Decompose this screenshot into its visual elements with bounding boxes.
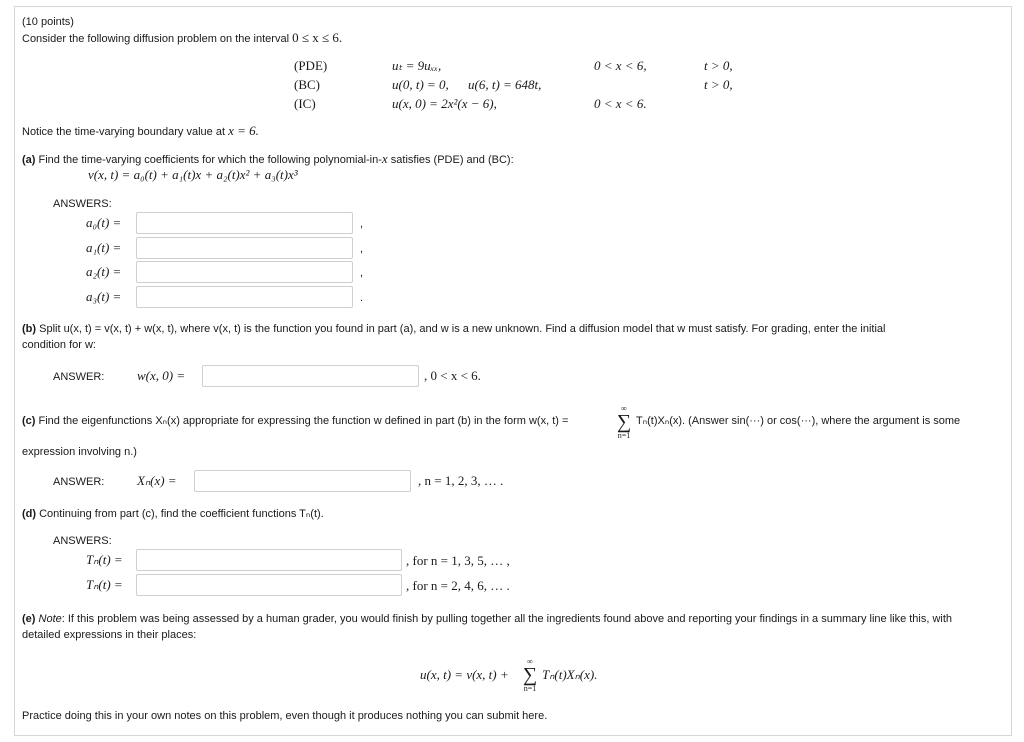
a2-input[interactable] — [136, 261, 353, 283]
part-b-answer-label: ANSWER: — [53, 371, 105, 383]
a3-input[interactable] — [136, 286, 353, 308]
part-a-answers-label: ANSWERS: — [53, 198, 112, 210]
a0-punct: , — [360, 218, 364, 230]
notice-line — [22, 124, 259, 139]
a1-input[interactable] — [136, 237, 353, 259]
ic-equation: u(x, 0) = 2x²(x − 6), — [392, 96, 497, 111]
w-initial-label: w(x, 0) = — [137, 368, 186, 383]
part-a-var: x — [381, 151, 388, 166]
part-c-summation — [616, 404, 632, 440]
part-a-text-2: satisfies (PDE) and (BC): — [390, 154, 514, 166]
tn-even-label: Tₙ(t) = — [86, 577, 123, 592]
part-e-sum-lower: n=1 — [523, 684, 537, 693]
part-c-label: (c) — [22, 415, 36, 427]
part-b-line-1 — [22, 322, 885, 336]
part-c-answer-label: ANSWER: — [53, 476, 105, 488]
part-a-prompt — [22, 152, 514, 167]
part-c-sum-upper: ∞ — [621, 404, 627, 413]
pde-time-domain: t > 0, — [704, 58, 733, 73]
part-b-text: Split u(x, t) = v(x, t) + w(x, t), where v(x, t) is the function you found in part (a), and w is a new unknown. Find a diffusion model that w must satisfy. For grading, enter the initial — [39, 323, 886, 335]
part-d-text: Continuing from part (c), find the coefficient functions Tₙ(t). — [39, 508, 324, 520]
eigenfunction-index-range: , n = 1, 2, 3, … . — [418, 473, 504, 488]
part-b-label: (b) — [22, 323, 37, 335]
eigenfunction-label: Xₙ(x) = — [137, 473, 177, 488]
tn-odd-range: , for n = 1, 3, 5, … , — [406, 553, 510, 568]
summary-eq-right: Tₙ(t)Xₙ(x). — [542, 667, 598, 682]
bc-tag: (BC) — [294, 77, 320, 92]
part-c-line-1a — [22, 414, 568, 428]
a2-punct: , — [360, 267, 364, 279]
part-b-line-2: condition for w: — [22, 339, 96, 351]
part-d-prompt — [22, 507, 324, 521]
ic-domain: 0 < x < 6. — [594, 96, 647, 111]
part-c-text: Find the eigenfunctions Xₙ(x) appropriate for expressing the function w defined in part (b) in the form w(x, t) = — [38, 415, 569, 427]
ic-tag: (IC) — [294, 96, 316, 111]
notice-value: x = 6. — [228, 123, 259, 138]
a0-input[interactable] — [136, 212, 353, 234]
part-e-sum-symbol: ∑ — [522, 664, 538, 686]
pde-domain: 0 < x < 6, — [594, 58, 647, 73]
eigenfunction-input[interactable] — [194, 470, 411, 492]
part-e-line-2: detailed expressions in their places: — [22, 629, 197, 641]
a3-label: a₃(t) = — [86, 289, 122, 304]
a2-label: a₂(t) = — [86, 264, 122, 279]
part-e-sum-upper: ∞ — [527, 657, 533, 666]
part-c-line-2: expression involving n.) — [22, 446, 137, 458]
pde-tag: (PDE) — [294, 58, 328, 73]
part-a-text: Find the time-varying coefficients for which the following polynomial-in- — [38, 154, 382, 166]
tn-even-range: , for n = 2, 4, 6, … . — [406, 578, 510, 593]
w-initial-input[interactable] — [202, 365, 419, 387]
part-e-label: (e) — [22, 613, 36, 625]
a1-punct: , — [360, 243, 364, 255]
intro-text: Consider the following diffusion problem on the interval — [22, 33, 290, 45]
a1-label: a₁(t) = — [86, 240, 122, 255]
w-initial-domain: , 0 < x < 6. — [424, 368, 481, 383]
part-e-summation — [522, 657, 538, 693]
bc-left-equation: u(0, t) = 0, — [392, 77, 449, 92]
problem-intro — [22, 31, 342, 46]
part-e-text: : If this problem was being assessed by a human grader, you would finish by pulling together all the ingredients found above and reporting your findings in a summary line like this, with — [61, 613, 953, 625]
points-label: (10 points) — [22, 16, 74, 28]
part-c-sum-lower: n=1 — [617, 431, 631, 440]
bc-right-equation: u(6, t) = 648t, — [468, 77, 542, 92]
interval-expression: 0 ≤ x ≤ 6. — [292, 30, 343, 45]
tn-even-input[interactable] — [136, 574, 402, 596]
a0-label: a₀(t) = — [86, 215, 122, 230]
practice-note: Practice doing this in your own notes on this problem, even though it produces nothing you can submit here. — [22, 710, 548, 722]
tn-odd-input[interactable] — [136, 549, 402, 571]
part-a-label: (a) — [22, 154, 36, 166]
part-c-line-1b: Tₙ(t)Xₙ(x). (Answer sin(···) or cos(···), where the argument is some — [636, 415, 961, 427]
part-c-sum-symbol: ∑ — [616, 411, 632, 433]
part-d-answers-label: ANSWERS: — [53, 535, 112, 547]
part-e-note: Note — [38, 613, 62, 625]
part-d-label: (d) — [22, 508, 37, 520]
tn-odd-label: Tₙ(t) = — [86, 552, 123, 567]
notice-text: Notice the time-varying boundary value at — [22, 126, 225, 138]
polynomial-expression: v(x, t) = a₀(t) + a₁(t)x + a₂(t)x² + a₃(t)x³ — [88, 167, 298, 182]
a3-punct: . — [360, 292, 364, 304]
bc-time-domain: t > 0, — [704, 77, 733, 92]
part-e-line-1 — [22, 612, 952, 626]
summary-eq-left: u(x, t) = v(x, t) + — [420, 667, 509, 682]
pde-equation: uₜ = 9uₓₓ, — [392, 58, 442, 73]
